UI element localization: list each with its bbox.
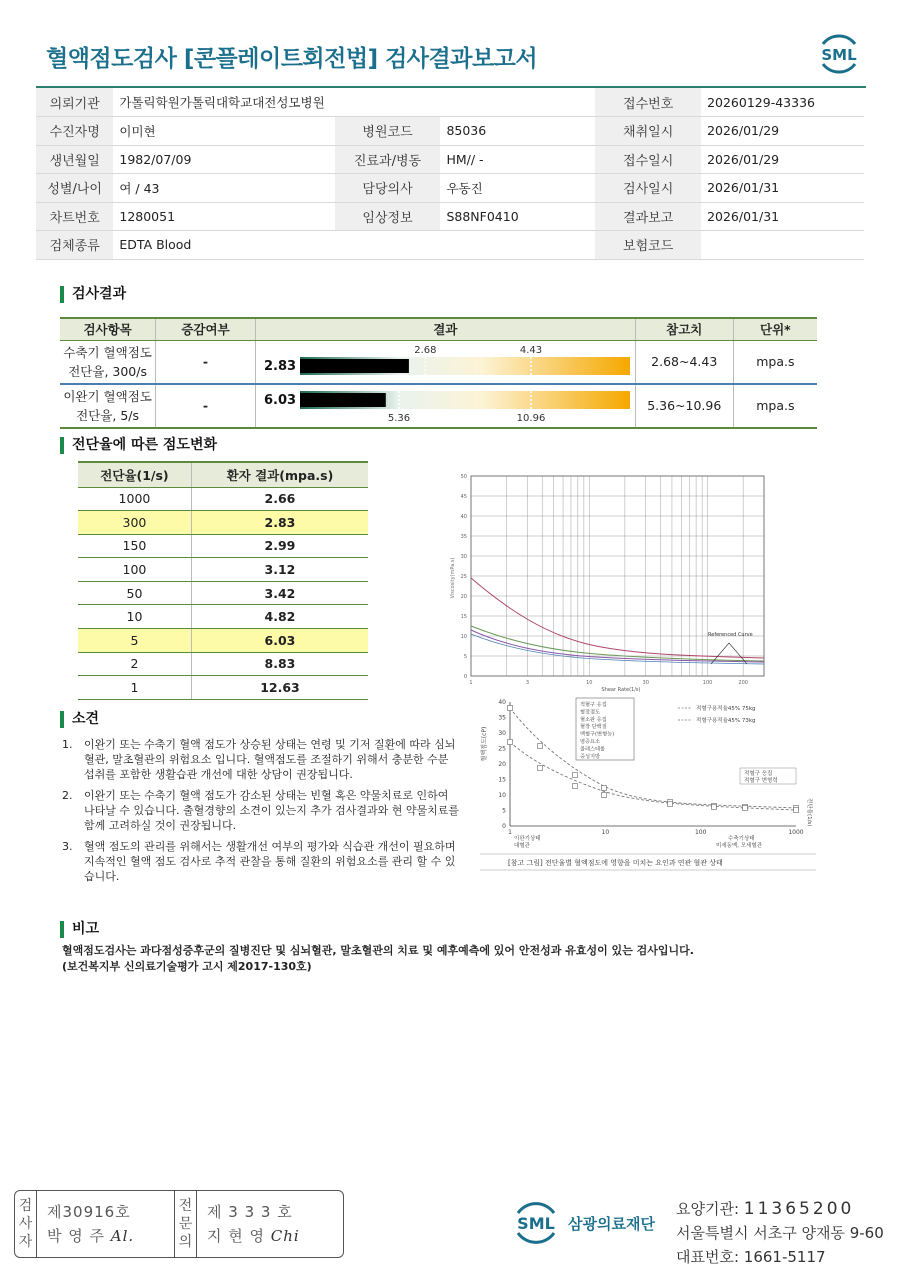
shear-value: 12.63 — [191, 676, 368, 700]
shear-rate: 10 — [78, 605, 191, 629]
chart1-xtick: 200 — [738, 680, 748, 686]
info-row — [36, 174, 864, 203]
opinion-list — [62, 737, 462, 890]
info-value — [440, 88, 595, 117]
result-ref: 5.36~10.96 — [635, 384, 733, 428]
chart2-point — [508, 706, 513, 711]
chart1-annotation: Referenced Curve — [708, 632, 753, 638]
shear-value: 2.99 — [191, 534, 368, 558]
shear-row — [78, 676, 368, 700]
result-row — [60, 340, 817, 384]
phone-line — [676, 1245, 884, 1269]
reference-figure-chart — [480, 694, 816, 872]
brand — [510, 1197, 655, 1249]
info-value: 가톨릭학원가톨릭대학교대전성모병원 — [113, 88, 334, 117]
shear-value: 3.42 — [191, 581, 368, 605]
info-value — [440, 231, 595, 260]
info-value: 이미현 — [113, 117, 334, 146]
info-label: 임상정보 — [335, 202, 441, 231]
chart2-point — [538, 766, 543, 771]
shear-rate: 100 — [78, 558, 191, 582]
chart2-point — [538, 744, 543, 749]
shear-row — [78, 511, 368, 535]
shear-value: 3.12 — [191, 558, 368, 582]
chart2-ytick: 40 — [498, 699, 506, 706]
shear-value: 4.82 — [191, 605, 368, 629]
specialist-label-char: 전 — [178, 1198, 193, 1214]
shear-rate: 5 — [78, 629, 191, 653]
opinion-item — [62, 737, 462, 782]
results-header-flag: 증감여부 — [156, 318, 256, 340]
opinion-number: 1. — [62, 738, 73, 751]
examiner-label-char: 사 — [18, 1216, 33, 1232]
results-header-item: 검사항목 — [60, 318, 156, 340]
contact-info — [676, 1197, 884, 1269]
info-label: 차트번호 — [36, 202, 113, 231]
chart1-xtick: 30 — [642, 680, 649, 686]
chart2-factor-item: 혈소판 응집 — [580, 716, 607, 723]
patient-info-table — [36, 88, 864, 260]
chart2-ytick: 0 — [502, 823, 506, 830]
shear-value: 2.66 — [191, 487, 368, 511]
chart2-ytick: 25 — [498, 745, 506, 753]
shear-header-value: 환자 결과(mpa.s) — [191, 462, 368, 487]
chart2-ylabel: 혈액점도(cP) — [481, 726, 488, 762]
examiner-label-char: 자 — [18, 1234, 33, 1250]
brand-name: 삼광의료재단 — [568, 1214, 655, 1233]
chart2-factor-item: 백혈구(변형능) — [580, 731, 615, 738]
sml-brand-logo-icon — [510, 1197, 562, 1249]
chart2-ytick: 5 — [502, 807, 506, 815]
examiner-signature: Al. — [110, 1227, 135, 1245]
chart2-point — [508, 740, 513, 745]
shear-value: 2.83 — [191, 511, 368, 535]
info-value: HM// - — [440, 145, 595, 174]
examiner-id: 제30916호 — [47, 1203, 131, 1221]
result-item — [60, 340, 156, 384]
result-ref: 2.68~4.43 — [635, 340, 733, 384]
shear-value: 8.83 — [191, 652, 368, 676]
chart2-point — [794, 808, 799, 813]
gauge-low-label: 2.68 — [414, 344, 437, 356]
note-text — [62, 943, 694, 975]
sml-logo-icon — [815, 30, 863, 78]
info-label: 검사일시 — [595, 174, 701, 203]
info-value: 85036 — [440, 117, 595, 146]
shear-row — [78, 652, 368, 676]
agency-line — [676, 1197, 884, 1221]
chart2-ytick: 20 — [498, 761, 506, 768]
info-value: 여 / 43 — [113, 174, 334, 203]
info-label: 결과보고 — [595, 202, 701, 231]
result-flag: - — [156, 340, 256, 384]
chart2-xtick: 1000 — [788, 829, 804, 836]
info-value: 2026/01/31 — [701, 202, 864, 231]
signature-label-examiner — [15, 1191, 37, 1257]
shear-row — [78, 581, 368, 605]
gauge-fill — [300, 359, 409, 373]
chart1-ylabel: Viscosity(mPa.s) — [450, 557, 456, 599]
chart2-xtick: 100 — [694, 829, 707, 836]
chart2-xlabel2a: 수축기상태 — [728, 836, 755, 842]
note-line2: (보건복지부 신의료기술평가 고시 제2017-130호) — [62, 960, 312, 973]
chart1-ytick: 0 — [463, 674, 467, 680]
chart1-ytick: 5 — [463, 654, 467, 660]
results-section-title: 검사결과 — [60, 286, 126, 303]
page-title: 혈액점도검사 [콘플레이트회전법] 검사결과보고서 — [46, 46, 538, 72]
info-label: 병원코드 — [335, 117, 441, 146]
info-value — [701, 231, 864, 260]
chart2-xlabel2b: 미세동맥, 모세혈관 — [716, 843, 763, 849]
result-gauge — [256, 341, 635, 383]
info-value: 2026/01/29 — [701, 145, 864, 174]
info-label: 성별/나이 — [36, 174, 113, 203]
results-header-ref: 참고치 — [635, 318, 733, 340]
chart2-factor-item: 혈장 단백질 — [580, 724, 607, 731]
result-value: 2.83 — [263, 358, 296, 374]
info-label: 수진자명 — [36, 117, 113, 146]
result-item-rate: 전단율, 300/s — [68, 363, 147, 379]
result-bar-cell — [255, 384, 635, 428]
specialist-name-line — [207, 1224, 300, 1248]
chart1-xtick: 3 — [525, 680, 530, 686]
gauge-low-label: 5.36 — [387, 412, 410, 424]
info-row — [36, 145, 864, 174]
chart1-ytick: 45 — [460, 494, 467, 500]
gauge-high-label: 10.96 — [516, 412, 546, 424]
specialist-name: 지 현 영 — [207, 1227, 266, 1245]
shear-rate-table — [78, 461, 368, 700]
gauge-high-label: 4.43 — [519, 344, 542, 356]
chart2-legend1: 적혈구용적율45% 75kg — [696, 706, 756, 712]
chart1-xtick: 10 — [586, 680, 593, 686]
chart2-point — [668, 802, 673, 807]
shear-rate: 1000 — [78, 487, 191, 511]
chart2-xlabel1a: 이완기상태 — [514, 836, 541, 842]
chart2-factor-item: 혈장점도 — [580, 709, 601, 716]
info-label: 접수일시 — [595, 145, 701, 174]
info-label — [335, 88, 441, 117]
shear-row — [78, 534, 368, 558]
chart2-legend3b: 적혈구 변형력 — [744, 778, 778, 784]
shear-row — [78, 558, 368, 582]
info-label: 검체종류 — [36, 231, 113, 260]
shear-rate: 2 — [78, 652, 191, 676]
signature-label-specialist — [175, 1191, 197, 1257]
chart2-factor-item: 콜레스테롤 — [580, 746, 606, 753]
chart2-ytick: 30 — [498, 730, 506, 737]
chart2-ytick: 10 — [498, 792, 506, 799]
shear-rate: 300 — [78, 511, 191, 535]
chart2-ytick: 35 — [498, 714, 506, 722]
info-label: 보험코드 — [595, 231, 701, 260]
opinion-item — [62, 839, 462, 884]
chart1-ytick: 25 — [460, 574, 467, 580]
chart2-caption: [참고 그림] 전단율별 혈액점도에 영향을 미치는 요인과 연관 혈관 상태 — [508, 859, 723, 867]
shear-header-rate: 전단율(1/s) — [78, 462, 191, 487]
examiner-label-char: 검 — [18, 1198, 33, 1214]
phone-number: 1661-5117 — [743, 1248, 826, 1266]
specialist-label-char: 의 — [178, 1234, 193, 1250]
chart1-xtick: 100 — [702, 680, 713, 686]
note-line1: 혈액점도검사는 과다점성증후군의 질병진단 및 심뇌혈관, 말초혈관의 치료 및 예후예측에 있어 안전성과 유효성이 있는 검사입니다. — [62, 944, 694, 957]
chart2-xtick: 10 — [601, 829, 610, 836]
shear-rate: 50 — [78, 581, 191, 605]
info-value: 1982/07/09 — [113, 145, 334, 174]
chart1-xlabel: Shear Rate(1/s) — [601, 687, 641, 693]
chart2-point — [573, 773, 578, 778]
chart1-xtick: 1 — [469, 680, 473, 686]
result-item-name: 이완기 혈액점도 — [63, 388, 152, 404]
examiner-cell — [37, 1191, 175, 1257]
info-value: 2026/01/31 — [701, 174, 864, 203]
result-unit: mpa.s — [733, 340, 817, 384]
opinion-number: 2. — [62, 789, 73, 802]
shear-row — [78, 605, 368, 629]
shear-section-title: 전단율에 따른 점도변화 — [60, 437, 217, 454]
chart2-point — [573, 784, 578, 789]
opinion-number: 3. — [62, 840, 73, 853]
opinion-section-title: 소견 — [60, 711, 99, 728]
chart2-point — [602, 786, 607, 791]
opinion-item — [62, 788, 462, 833]
chart1-ytick: 20 — [460, 594, 467, 600]
shear-rate: 150 — [78, 534, 191, 558]
result-gauge — [256, 385, 635, 427]
chart1-ytick: 35 — [460, 534, 467, 540]
specialist-signature: Chi — [270, 1227, 300, 1245]
chart2-xtick: 1 — [508, 829, 512, 836]
results-table — [60, 317, 817, 429]
chart2-xlabel1b: 대혈관 — [514, 843, 530, 849]
chart1-ytick: 30 — [460, 554, 467, 560]
result-item — [60, 384, 156, 428]
opinion-text: 이완기 또는 수축기 혈액 점도가 상승된 상태는 연령 및 기저 질환에 따라 심뇌혈관, 말초혈관의 위험요소 입니다. 혈액점도를 조절하기 위해서 충분한 수분 섭취를 포함한 생활습관 개선에 대한 상담이 권장됩니다. — [84, 738, 456, 781]
info-label: 접수번호 — [595, 88, 701, 117]
examiner-name: 박 영 주 — [47, 1227, 106, 1245]
agency-label: 요양기관: — [676, 1200, 740, 1218]
chart2-legend2: 적혈구용적율45% 73kg — [696, 718, 756, 724]
agency-number: 11365200 — [743, 1199, 855, 1219]
info-value: 우동진 — [440, 174, 595, 203]
info-row — [36, 88, 864, 117]
opinion-text: 혈액 점도의 관리를 위해서는 생활개선 여부의 평가와 식습관 개선이 필요하며 지속적인 혈액 점도 검사로 추적 관찰을 통해 질환의 위험요소를 관리 할 수 있습니다. — [84, 840, 456, 883]
chart2-point — [602, 793, 607, 798]
chart2-factor-item: 적혈구 응집 — [580, 702, 607, 708]
result-item-rate: 전단율, 5/s — [76, 407, 140, 423]
shear-value: 6.03 — [191, 629, 368, 653]
chart2-ytick: 15 — [498, 776, 506, 784]
specialist-label-char: 문 — [178, 1216, 193, 1232]
sml-logo-text: SML — [821, 46, 857, 64]
chart2-legend3a: 적혈구 응집 — [744, 771, 773, 777]
result-flag: - — [156, 384, 256, 428]
opinion-text: 이완기 또는 수축기 혈액 점도가 감소된 상태는 빈혈 혹은 약물치료로 인하여 나타날 수 있습니다. 출혈경향의 소견이 있는지 추가 검사결과와 현 약물치료를 함께 고려하실 것이 권장됩니다. — [84, 789, 459, 832]
info-value: 20260129-43336 — [701, 88, 864, 117]
result-item-name: 수축기 혈액점도 — [63, 344, 152, 360]
chart1-ytick: 50 — [460, 474, 467, 480]
specialist-id: 제 3 3 3 호 — [207, 1203, 293, 1221]
result-row — [60, 384, 817, 428]
chart1-ytick: 10 — [460, 634, 467, 640]
info-label: 채취일시 — [595, 117, 701, 146]
info-row — [36, 231, 864, 260]
gauge-fill — [300, 393, 386, 407]
results-header-unit: 단위* — [733, 318, 817, 340]
info-value: 2026/01/29 — [701, 117, 864, 146]
phone-label: 대표번호: — [676, 1248, 740, 1266]
info-value: S88NF0410 — [440, 202, 595, 231]
chart2-right-label: 전단율(1/s) — [806, 798, 812, 827]
note-section-title: 비고 — [60, 921, 99, 938]
brand-logo-text: SML — [517, 1214, 555, 1233]
result-bar-cell — [255, 340, 635, 384]
signature-block — [14, 1190, 344, 1258]
shear-rate: 1 — [78, 676, 191, 700]
info-label: 진료과/병동 — [335, 145, 441, 174]
info-label: 생년월일 — [36, 145, 113, 174]
chart1-ytick: 40 — [460, 514, 467, 520]
info-value: 1280051 — [113, 202, 334, 231]
chart1-curve-blue — [471, 634, 764, 664]
info-label: 담당의사 — [335, 174, 441, 203]
address: 서울특별시 서초구 양재동 9-60 — [676, 1224, 884, 1242]
examiner-name-line — [47, 1224, 174, 1248]
info-row — [36, 117, 864, 146]
shear-row — [78, 629, 368, 653]
chart1-curve-red — [471, 578, 764, 658]
viscosity-curve-chart — [446, 468, 776, 694]
chart2-point — [712, 805, 717, 810]
chart2-factor-item: 염증요소 — [580, 739, 601, 745]
chart2-factor-item: 중성지방 — [580, 753, 601, 760]
info-value: EDTA Blood — [113, 231, 334, 260]
info-label: 의뢰기관 — [36, 88, 113, 117]
chart1-ytick: 15 — [460, 614, 467, 620]
result-value: 6.03 — [263, 392, 296, 408]
result-unit: mpa.s — [733, 384, 817, 428]
shear-row — [78, 487, 368, 511]
info-row — [36, 202, 864, 231]
info-label — [335, 231, 441, 260]
results-header-result: 결과 — [255, 318, 635, 340]
chart2-point — [743, 806, 748, 811]
specialist-cell — [197, 1191, 300, 1257]
